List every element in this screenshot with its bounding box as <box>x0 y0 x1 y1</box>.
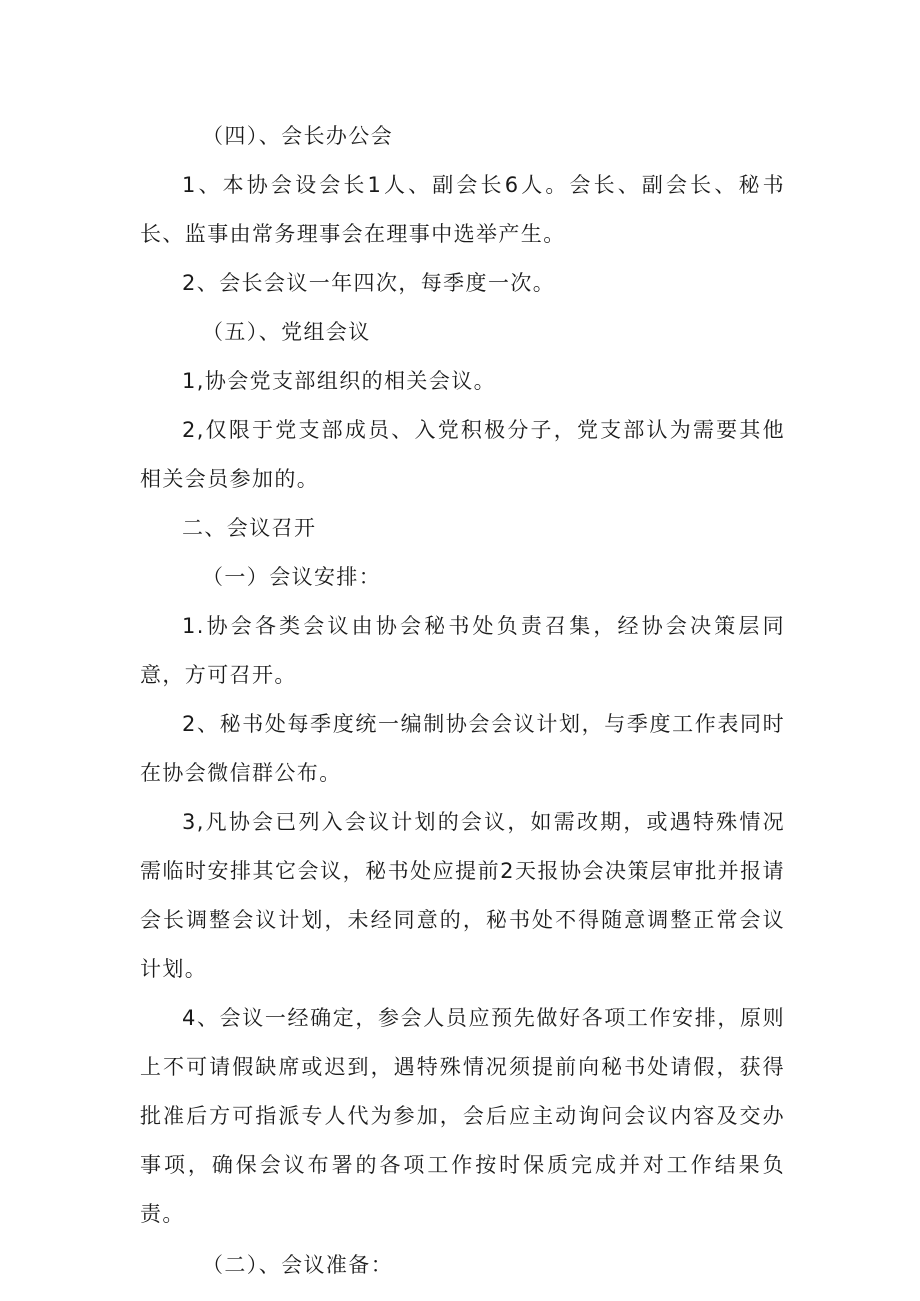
paragraph-item: 2,仅限于党支部成员、入党积极分子，党支部认为需要其他相关会员参加的。 <box>140 418 785 491</box>
paragraph-item: 3,凡协会已列入会议计划的会议，如需改期，或遇特殊情况需临时安排其它会议，秘书处应提前2天报协会决策层审批并报请会长调整会议计划，未经同意的，秘书处不得随意调整正常会议计划。 <box>140 810 785 981</box>
paragraph-item: 2、会长会议一年四次，每季度一次。 <box>182 271 556 295</box>
paragraph-item: 2、秘书处每季度统一编制协会会议计划，与季度工作表同时在协会微信群公布。 <box>140 712 785 785</box>
paragraph-item: 1、本协会设会长1人、副会长6人。会长、副会长、秘书长、监事由常务理事会在理事中选举产生。 <box>140 173 785 246</box>
paragraph-item: 1.协会各类会议由协会秘书处负责召集，经协会决策层同意，方可召开。 <box>140 614 785 687</box>
paragraph-item: 4、会议一经确定，参会人员应预先做好各项工作安排，原则上不可请假缺席或迟到，遇特殊情况须提前向秘书处请假，获得批准后方可指派专人代为参加，会后应主动询问会议内容及交办事项，确保会议布署的各项工作按时保质完成并对工作结果负责。 <box>140 1006 785 1226</box>
section-heading-president-meeting: （四）、会长办公会 <box>202 124 394 148</box>
section-heading-party-meeting: （五）、党组会议 <box>202 320 371 344</box>
section-heading-meeting-preparation: （二）、会议准备： <box>202 1253 394 1277</box>
section-heading-meeting-convening: 二、会议召开 <box>182 516 317 540</box>
document-body <box>140 112 785 1290</box>
paragraph-item: 1,协会党支部组织的相关会议。 <box>182 369 497 393</box>
section-heading-meeting-arrangement: （一）会议安排： <box>202 565 382 589</box>
